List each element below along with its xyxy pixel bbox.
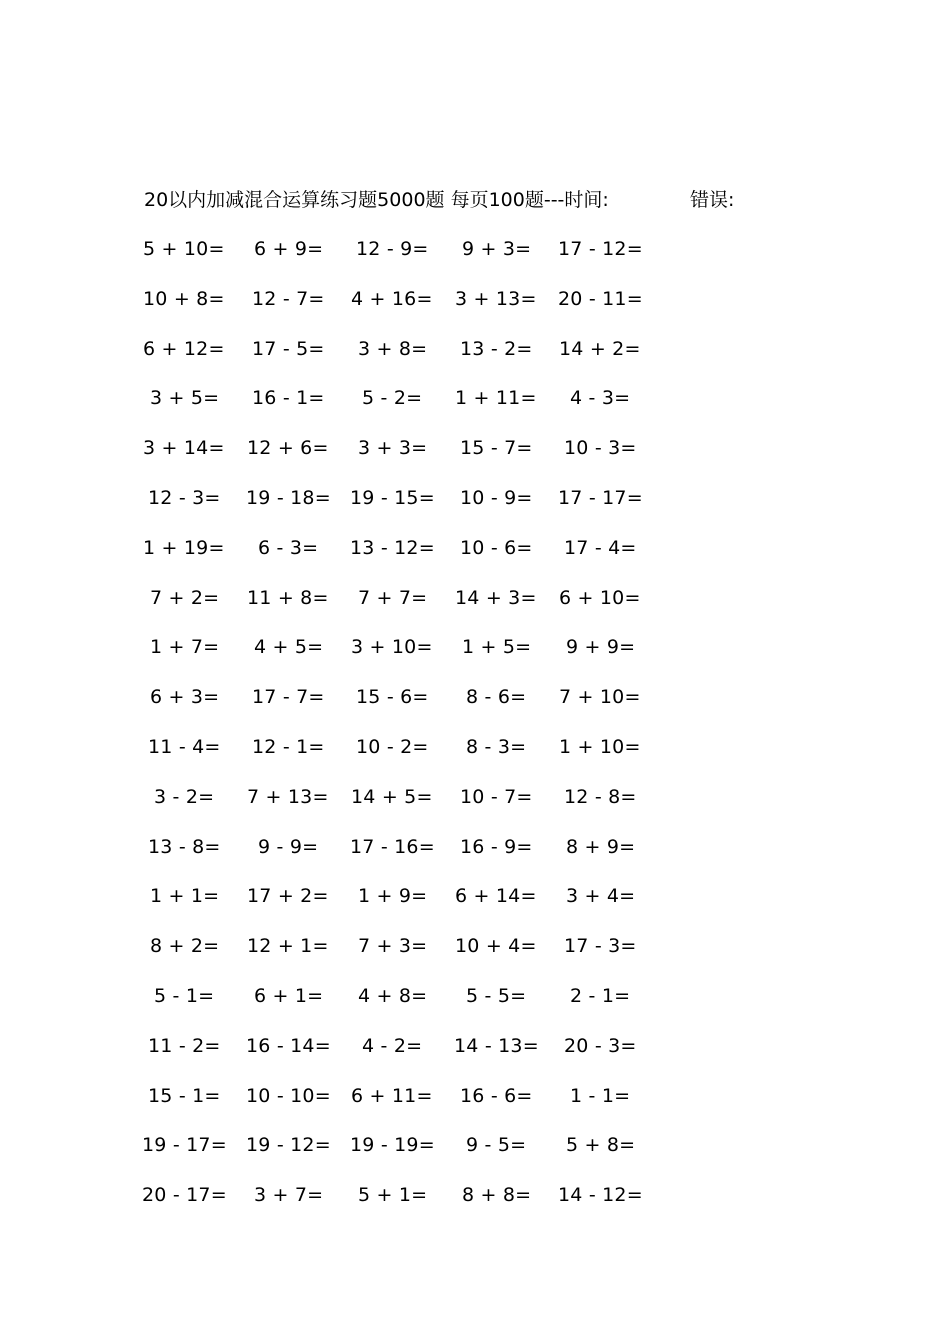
page-title: 20以内加减混合运算练习题5000题 每页100题---时间: <box>144 189 609 211</box>
problem-r2-c2: 12 - 7= <box>252 288 325 310</box>
problem-r14-c5: 3 + 4= <box>566 885 636 907</box>
problem-r16-c3: 4 + 8= <box>358 985 428 1007</box>
problem-r3-c1: 6 + 12= <box>143 338 225 360</box>
problem-r9-c1: 1 + 7= <box>150 636 220 658</box>
problem-r4-c2: 16 - 1= <box>252 387 325 409</box>
problem-r5-c3: 3 + 3= <box>358 437 428 459</box>
problem-r16-c4: 5 - 5= <box>466 985 527 1007</box>
problem-r8-c5: 6 + 10= <box>559 587 641 609</box>
problem-r10-c2: 17 - 7= <box>252 686 325 708</box>
problem-r3-c5: 14 + 2= <box>559 338 641 360</box>
problem-r20-c4: 8 + 8= <box>462 1184 532 1206</box>
problem-r17-c2: 16 - 14= <box>246 1035 331 1057</box>
problem-r2-c4: 3 + 13= <box>455 288 537 310</box>
problem-r20-c3: 5 + 1= <box>358 1184 428 1206</box>
problem-r8-c1: 7 + 2= <box>150 587 220 609</box>
problem-r11-c1: 11 - 4= <box>148 736 221 758</box>
problem-r6-c3: 19 - 15= <box>350 487 435 509</box>
problem-r18-c5: 1 - 1= <box>570 1085 631 1107</box>
problem-r11-c3: 10 - 2= <box>356 736 429 758</box>
problem-r9-c2: 4 + 5= <box>254 636 324 658</box>
problem-r8-c2: 11 + 8= <box>247 587 329 609</box>
problem-r5-c1: 3 + 14= <box>143 437 225 459</box>
problem-r20-c2: 3 + 7= <box>254 1184 324 1206</box>
problem-r12-c1: 3 - 2= <box>154 786 215 808</box>
problem-r19-c4: 9 - 5= <box>466 1134 527 1156</box>
problem-r6-c2: 19 - 18= <box>246 487 331 509</box>
problem-r1-c4: 9 + 3= <box>462 238 532 260</box>
problem-r14-c2: 17 + 2= <box>247 885 329 907</box>
problem-r15-c1: 8 + 2= <box>150 935 220 957</box>
problem-r16-c5: 2 - 1= <box>570 985 631 1007</box>
problem-r20-c1: 20 - 17= <box>142 1184 227 1206</box>
problem-r7-c1: 1 + 19= <box>143 537 225 559</box>
problem-r3-c2: 17 - 5= <box>252 338 325 360</box>
problem-r11-c2: 12 - 1= <box>252 736 325 758</box>
problem-r11-c5: 1 + 10= <box>559 736 641 758</box>
problem-r19-c3: 19 - 19= <box>350 1134 435 1156</box>
problem-r17-c3: 4 - 2= <box>362 1035 423 1057</box>
problem-r14-c3: 1 + 9= <box>358 885 428 907</box>
problem-r10-c3: 15 - 6= <box>356 686 429 708</box>
problem-r7-c3: 13 - 12= <box>350 537 435 559</box>
problem-r1-c3: 12 - 9= <box>356 238 429 260</box>
problem-r4-c1: 3 + 5= <box>150 387 220 409</box>
problem-r13-c4: 16 - 9= <box>460 836 533 858</box>
problem-r9-c4: 1 + 5= <box>462 636 532 658</box>
problem-r17-c4: 14 - 13= <box>454 1035 539 1057</box>
problem-r17-c5: 20 - 3= <box>564 1035 637 1057</box>
problem-r12-c4: 10 - 7= <box>460 786 533 808</box>
problem-r10-c5: 7 + 10= <box>559 686 641 708</box>
problem-r17-c1: 11 - 2= <box>148 1035 221 1057</box>
problem-r8-c3: 7 + 7= <box>358 587 428 609</box>
problem-r19-c1: 19 - 17= <box>142 1134 227 1156</box>
problem-r19-c2: 19 - 12= <box>246 1134 331 1156</box>
problem-r12-c3: 14 + 5= <box>351 786 433 808</box>
problem-r6-c4: 10 - 9= <box>460 487 533 509</box>
problem-r16-c1: 5 - 1= <box>154 985 215 1007</box>
problem-r2-c3: 4 + 16= <box>351 288 433 310</box>
problem-r10-c1: 6 + 3= <box>150 686 220 708</box>
problem-r6-c5: 17 - 17= <box>558 487 643 509</box>
problem-r13-c5: 8 + 9= <box>566 836 636 858</box>
problem-r9-c5: 9 + 9= <box>566 636 636 658</box>
problem-r4-c3: 5 - 2= <box>362 387 423 409</box>
problem-r18-c3: 6 + 11= <box>351 1085 433 1107</box>
problem-r6-c1: 12 - 3= <box>148 487 221 509</box>
problem-r19-c5: 5 + 8= <box>566 1134 636 1156</box>
problem-r15-c2: 12 + 1= <box>247 935 329 957</box>
problem-r12-c2: 7 + 13= <box>247 786 329 808</box>
problem-r8-c4: 14 + 3= <box>455 587 537 609</box>
problem-r3-c4: 13 - 2= <box>460 338 533 360</box>
problem-r18-c2: 10 - 10= <box>246 1085 331 1107</box>
problem-r16-c2: 6 + 1= <box>254 985 324 1007</box>
problem-r15-c4: 10 + 4= <box>455 935 537 957</box>
problem-r11-c4: 8 - 3= <box>466 736 527 758</box>
problem-r14-c1: 1 + 1= <box>150 885 220 907</box>
problem-r4-c4: 1 + 11= <box>455 387 537 409</box>
problem-r12-c5: 12 - 8= <box>564 786 637 808</box>
problem-r9-c3: 3 + 10= <box>351 636 433 658</box>
problem-r15-c3: 7 + 3= <box>358 935 428 957</box>
problem-r5-c2: 12 + 6= <box>247 437 329 459</box>
problem-r1-c1: 5 + 10= <box>143 238 225 260</box>
errors-label: 错误: <box>690 189 735 211</box>
problem-r1-c2: 6 + 9= <box>254 238 324 260</box>
problem-r2-c5: 20 - 11= <box>558 288 643 310</box>
problem-r1-c5: 17 - 12= <box>558 238 643 260</box>
problem-r5-c5: 10 - 3= <box>564 437 637 459</box>
problem-r18-c4: 16 - 6= <box>460 1085 533 1107</box>
problem-r15-c5: 17 - 3= <box>564 935 637 957</box>
problem-r5-c4: 15 - 7= <box>460 437 533 459</box>
problem-r3-c3: 3 + 8= <box>358 338 428 360</box>
problem-r10-c4: 8 - 6= <box>466 686 527 708</box>
problem-r7-c5: 17 - 4= <box>564 537 637 559</box>
problem-r4-c5: 4 - 3= <box>570 387 631 409</box>
problem-r7-c4: 10 - 6= <box>460 537 533 559</box>
problem-r13-c3: 17 - 16= <box>350 836 435 858</box>
problem-r13-c2: 9 - 9= <box>258 836 319 858</box>
problem-r7-c2: 6 - 3= <box>258 537 319 559</box>
problem-r20-c5: 14 - 12= <box>558 1184 643 1206</box>
problem-r2-c1: 10 + 8= <box>143 288 225 310</box>
problem-r14-c4: 6 + 14= <box>455 885 537 907</box>
problem-r13-c1: 13 - 8= <box>148 836 221 858</box>
problem-r18-c1: 15 - 1= <box>148 1085 221 1107</box>
